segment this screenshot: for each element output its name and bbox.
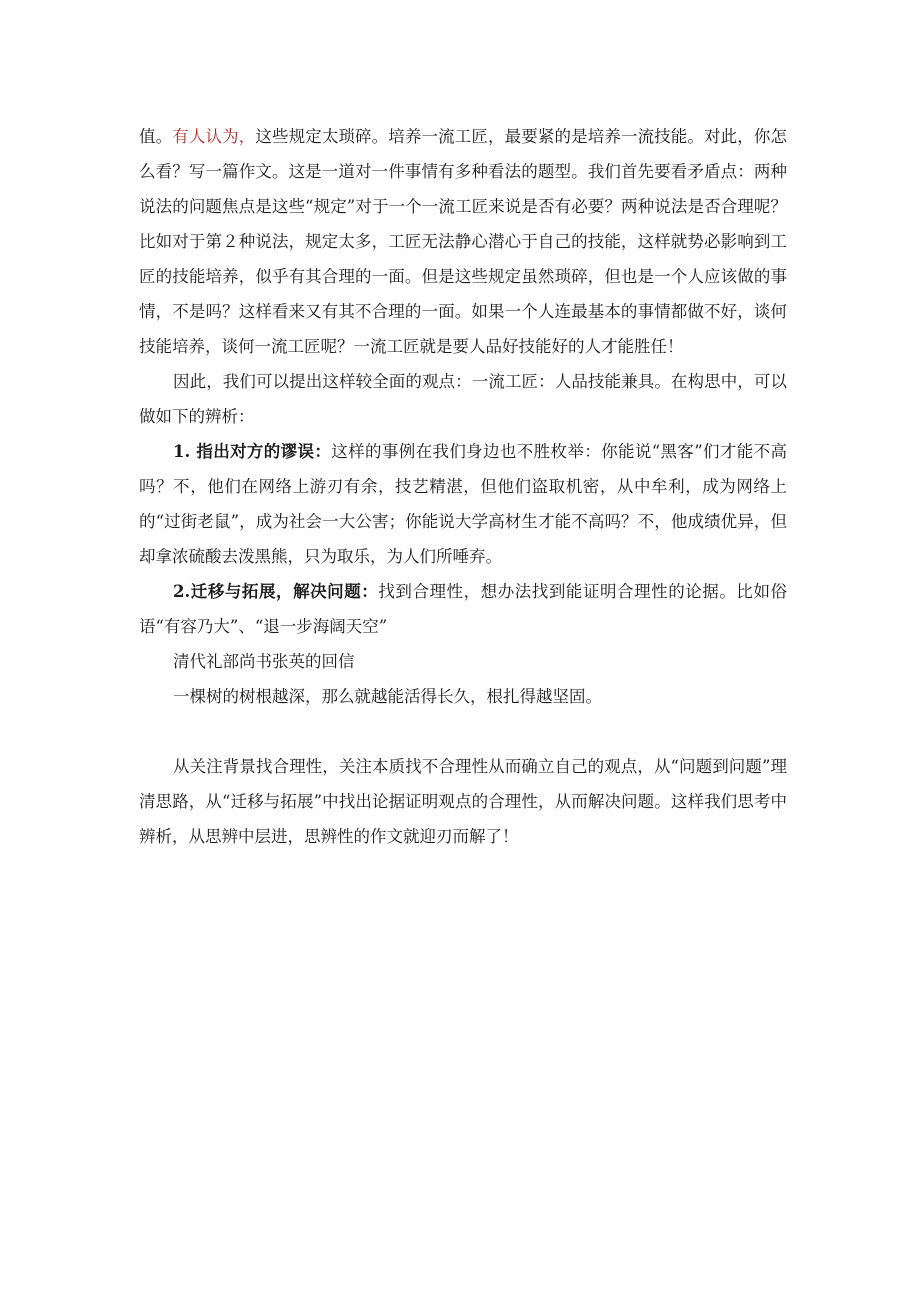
example-line-tree: 一棵树的树根越深，那么就越能活得长久，根扎得越坚固。 [173,687,602,706]
highlighted-phrase: 有人认为， [172,127,256,146]
paragraph-text: 这些规定太琐碎。培养一流工匠，最要紧的是培养一流技能。对此，你怎么看？写一篇作文。这是一道对一件事情有多种看法的题型。我们首先要看矛盾点：两种说法的问题焦点是这些“规定”对于一个一流工匠来说是否有必要？两种说法是否合理呢？比如对于第２种说法，规定太多，工匠无法静心潜心于自己的技能，这样就势必影响到工匠的技能培养，似乎有其合理的一面。但是这些规定虽然琐碎，但也是一个人应该做的事情，不是吗？这样看来又有其不合理的一面。如果一个人连最基本的事情都做不好，谈何技能培养，谈何一流工匠呢？一流工匠就是要人品好技能好的人才能胜任！ [139,127,788,356]
paragraph-viewpoint: 因此，我们可以提出这样较全面的观点：一流工匠：人品技能兼具。在构思中，可以做如下的辨析： [139,372,787,426]
point-1-text: 这样的事例在我们身边也不胜枚举：你能说“黑客”们才能不高吗？不，他们在网络上游刃有余，技艺精湛，但他们盗取机密，从中牟利，成为网络上的“过街老鼠”，成为社会一大公害；你能说大学高材生才能不高吗？不，他成绩优异，但却拿浓硫酸去泼黑熊，只为取乐，为人们所唾弃。 [139,442,787,566]
point-2-text: 找到合理性，想办法找到能证明合理性的论据。比如俗语“有容乃大”、“退一步海阔天空” [139,582,788,636]
document-body [139,119,787,854]
paragraph-analysis [139,119,787,364]
point-1-heading: 1. 指出对方的谬误： [173,442,332,461]
point-2 [139,574,787,644]
paragraph-lead: 值。 [139,127,173,146]
point-2-heading: 2.迁移与拓展，解决问题： [173,582,379,601]
paragraph-conclusion: 从关注背景找合理性，关注本质找不合理性从而确立自己的观点，从“问题到问题”理清思路，从“迁移与拓展”中找出论据证明观点的合理性，从而解决问题。这样我们思考中辨析，从思辨中层进，思辨性的作文就迎刃而解了！ [139,757,787,846]
blank-line [139,714,787,749]
example-line-letter: 清代礼部尚书张英的回信 [173,652,355,671]
point-1 [139,434,787,574]
